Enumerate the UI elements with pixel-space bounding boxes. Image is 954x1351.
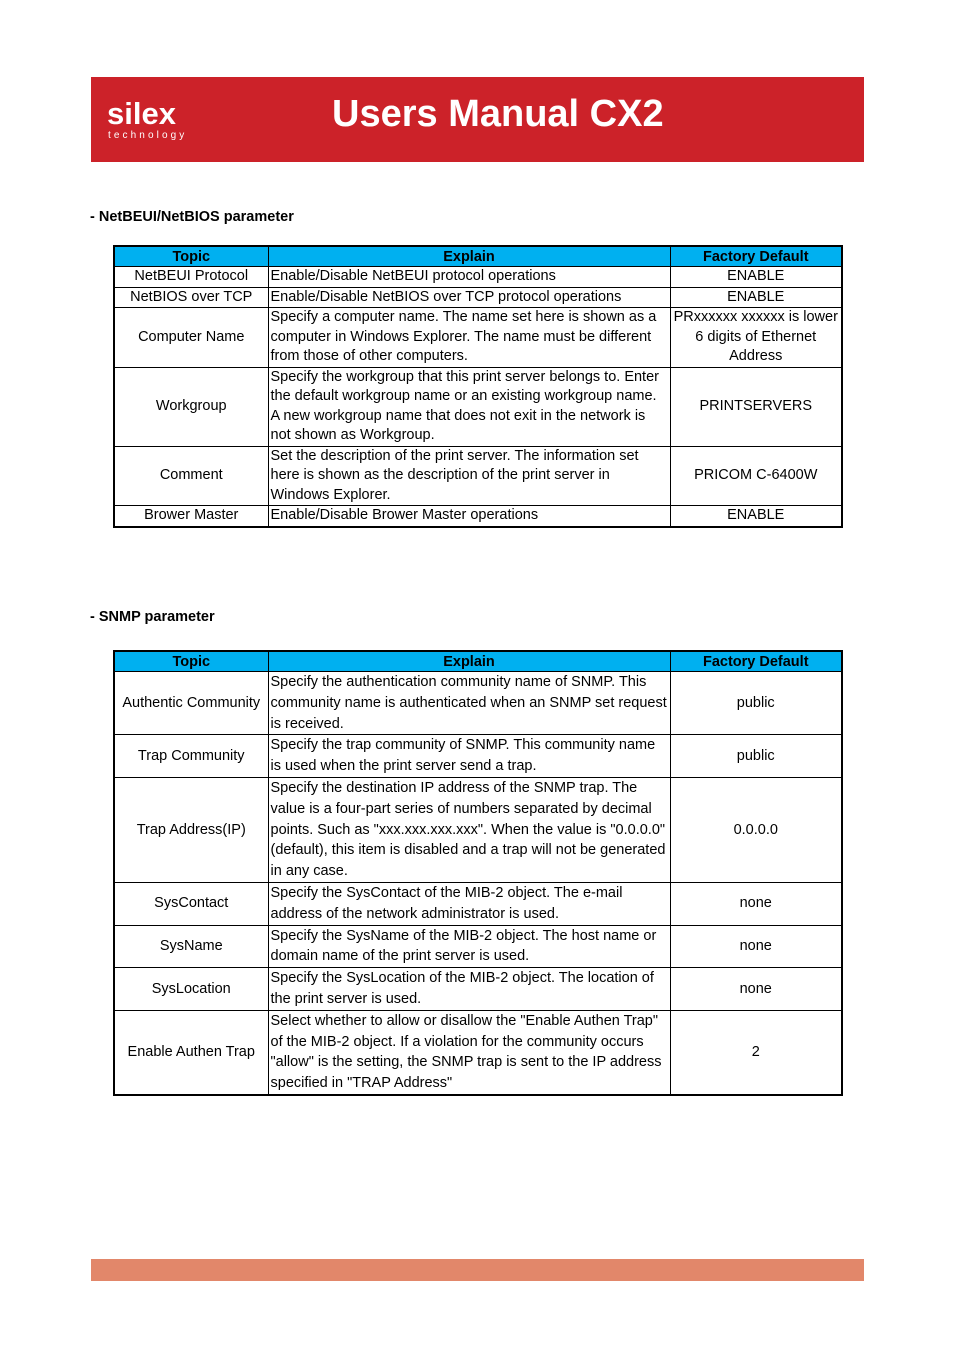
table-header-row bbox=[114, 651, 842, 672]
row-explain: Specify the SysLocation of the MIB-2 object. The location of the print server is used. bbox=[268, 968, 670, 1011]
row-topic: Computer Name bbox=[114, 308, 268, 368]
table-header-row bbox=[114, 246, 842, 267]
table-row bbox=[114, 777, 842, 882]
row-default: ENABLE bbox=[670, 267, 842, 288]
footer-bar bbox=[91, 1259, 864, 1281]
row-topic: SysContact bbox=[114, 882, 268, 925]
snmp-parameter-table bbox=[113, 650, 843, 1096]
snmp-section-heading: - SNMP parameter bbox=[90, 609, 215, 625]
row-default: public bbox=[670, 672, 842, 735]
row-default: 0.0.0.0 bbox=[670, 777, 842, 882]
row-explain: Specify the destination IP address of the SNMP trap. The value is a four-part series of numbers separated by decimal points. Such as "xxx.xxx.xxx.xxx". When the value is "0.0.0.0"(default), this item is disabled and a trap will not be generated in any case. bbox=[268, 777, 670, 882]
silex-logo bbox=[107, 96, 207, 143]
row-default: none bbox=[670, 968, 842, 1011]
row-topic: Workgroup bbox=[114, 367, 268, 446]
row-default: ENABLE bbox=[670, 506, 842, 527]
row-topic: Comment bbox=[114, 446, 268, 506]
netbeui-section-heading: - NetBEUI/NetBIOS parameter bbox=[90, 209, 294, 225]
row-topic: SysLocation bbox=[114, 968, 268, 1011]
row-explain: Specify the workgroup that this print server belongs to. Enter the default workgroup name or an existing workgroup name. A new workgroup name that does not exit in the network is not shown as Workgroup. bbox=[268, 367, 670, 446]
column-header-explain: Explain bbox=[268, 651, 670, 672]
table-row bbox=[114, 506, 842, 527]
row-default: none bbox=[670, 925, 842, 968]
row-default: none bbox=[670, 882, 842, 925]
column-header-topic: Topic bbox=[114, 651, 268, 672]
row-topic: NetBIOS over TCP bbox=[114, 287, 268, 308]
column-header-default: Factory Default bbox=[670, 246, 842, 267]
row-default: PRICOM C-6400W bbox=[670, 446, 842, 506]
table-row bbox=[114, 672, 842, 735]
table-row bbox=[114, 367, 842, 446]
table-row bbox=[114, 1010, 842, 1095]
table-row bbox=[114, 267, 842, 288]
logo-tagline: technology bbox=[108, 130, 188, 141]
table-row bbox=[114, 925, 842, 968]
table-row bbox=[114, 882, 842, 925]
row-explain: Enable/Disable NetBEUI protocol operations bbox=[268, 267, 670, 288]
row-topic: Brower Master bbox=[114, 506, 268, 527]
table-row bbox=[114, 287, 842, 308]
row-explain: Specify the SysName of the MIB-2 object. The host name or domain name of the print server is used. bbox=[268, 925, 670, 968]
row-explain: Enable/Disable NetBIOS over TCP protocol operations bbox=[268, 287, 670, 308]
table-row bbox=[114, 968, 842, 1011]
column-header-explain: Explain bbox=[268, 246, 670, 267]
page-header bbox=[91, 77, 864, 162]
row-default: PRINTSERVERS bbox=[670, 367, 842, 446]
table-row bbox=[114, 446, 842, 506]
row-explain: Set the description of the print server. The information set here is shown as the description of the print server in Windows Explorer. bbox=[268, 446, 670, 506]
row-topic: NetBEUI Protocol bbox=[114, 267, 268, 288]
row-topic: Trap Address(IP) bbox=[114, 777, 268, 882]
row-default: PRxxxxxx xxxxxx is lower 6 digits of Ethernet Address bbox=[670, 308, 842, 368]
page-title: Users Manual CX2 bbox=[332, 93, 664, 135]
row-explain: Enable/Disable Brower Master operations bbox=[268, 506, 670, 527]
row-explain: Specify the authentication community name of SNMP. This community name is authenticated when an SNMP set request is received. bbox=[268, 672, 670, 735]
row-explain: Specify a computer name. The name set here is shown as a computer in Windows Explorer. The name must be different from those of other computers. bbox=[268, 308, 670, 368]
row-default: ENABLE bbox=[670, 287, 842, 308]
row-default: 2 bbox=[670, 1010, 842, 1095]
row-explain: Specify the SysContact of the MIB-2 object. The e-mail address of the network administrator is used. bbox=[268, 882, 670, 925]
row-topic: Enable Authen Trap bbox=[114, 1010, 268, 1095]
column-header-topic: Topic bbox=[114, 246, 268, 267]
table-row bbox=[114, 735, 842, 778]
row-default: public bbox=[670, 735, 842, 778]
table-row bbox=[114, 308, 842, 368]
column-header-default: Factory Default bbox=[670, 651, 842, 672]
row-explain: Select whether to allow or disallow the "Enable Authen Trap" of the MIB-2 object. If a violation for the community occurs "allow" is the setting, the SNMP trap is sent to the IP address specified in "TRAP Address" bbox=[268, 1010, 670, 1095]
row-topic: Trap Community bbox=[114, 735, 268, 778]
netbeui-parameter-table bbox=[113, 245, 843, 528]
row-topic: Authentic Community bbox=[114, 672, 268, 735]
row-explain: Specify the trap community of SNMP. This community name is used when the print server send a trap. bbox=[268, 735, 670, 778]
row-topic: SysName bbox=[114, 925, 268, 968]
logo-wordmark: silex bbox=[107, 96, 176, 131]
